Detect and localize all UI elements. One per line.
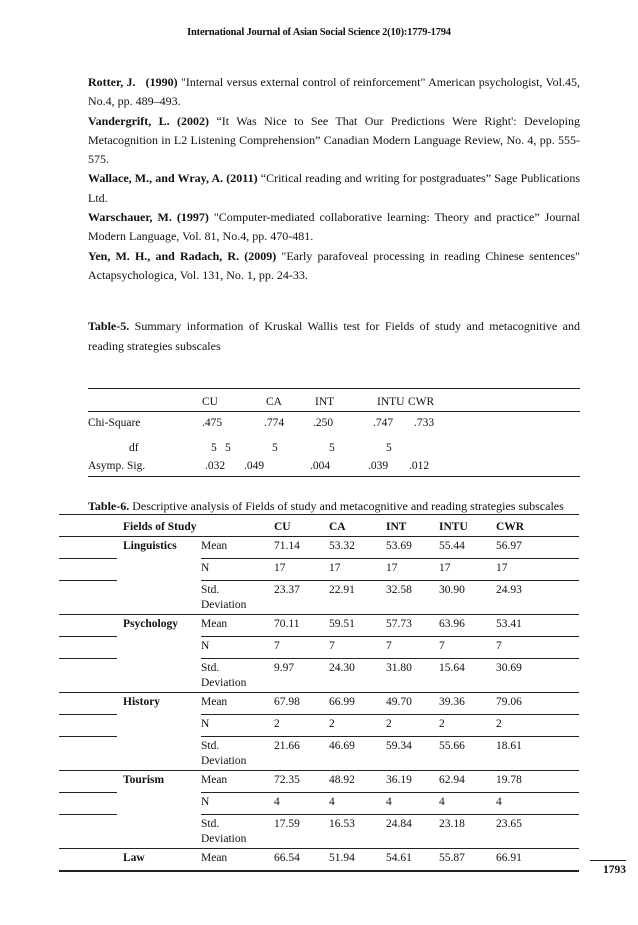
table-rule <box>201 814 579 815</box>
table5-row-label: df <box>129 442 139 454</box>
table-rule <box>59 736 117 737</box>
table6-stat-label: Mean <box>201 852 228 864</box>
table6-stat-label: Mean <box>201 618 228 630</box>
table5-cell: .250 <box>313 417 334 429</box>
table6-cell: 59.51 <box>329 618 355 630</box>
table5-cell: .747 <box>373 417 394 429</box>
table6-cell: 17 <box>496 562 508 574</box>
table6-field-label: Tourism <box>123 774 165 786</box>
table5-cell: .733 <box>414 417 435 429</box>
table5-cell: .475 <box>202 417 223 429</box>
table-rule <box>201 714 579 715</box>
table-rule <box>88 411 580 412</box>
table6-cell: 24.30 <box>329 662 355 674</box>
reference-text: “Critical reading and writing for postgraduates” Sage Publications Ltd. <box>88 171 580 205</box>
table6-cell: 21.66 <box>274 740 300 752</box>
table6-cell: 55.87 <box>439 852 465 864</box>
reference-text: “It Was Nice to See That Our Predictions Were Right': Developing Metacognition in L2 Listening Comprehension” Canadian Modern Language Review, No. 4, pp. 555-575. <box>88 113 580 167</box>
table6-cell: 63.96 <box>439 618 465 630</box>
table-rule <box>59 514 579 515</box>
table6-field-label: Psychology <box>123 618 178 630</box>
table6-col-header: CU <box>274 521 291 533</box>
table6-cell: 46.69 <box>329 740 355 752</box>
table6-cell: 7 <box>386 640 392 652</box>
table-rule <box>59 558 117 559</box>
table-rule <box>201 636 579 637</box>
table5-cell: 5 <box>211 442 217 454</box>
table6-cell: 39.36 <box>439 696 465 708</box>
table6-cell: 55.44 <box>439 540 465 552</box>
table6-cell: 23.37 <box>274 584 300 596</box>
table6-col-header: INT <box>386 521 407 533</box>
table6-cell: 48.92 <box>329 774 355 786</box>
table5-cell: 5 <box>272 442 278 454</box>
table6-cell: 72.35 <box>274 774 300 786</box>
table-rule <box>88 388 580 389</box>
table5-col-header: CA <box>266 396 282 408</box>
table6-cell: 66.54 <box>274 852 300 864</box>
table5-label: Table-5. <box>88 319 130 333</box>
table5-cell: .039 <box>368 460 389 472</box>
table6-stat-label: N <box>201 640 210 652</box>
table6-col-header: CWR <box>496 521 525 533</box>
table6-cell: 54.61 <box>386 852 412 864</box>
references-list <box>88 73 580 285</box>
reference-item <box>88 208 580 247</box>
table6-col-header: CA <box>329 521 346 533</box>
table-rule <box>59 636 117 637</box>
table5-caption <box>88 317 580 356</box>
table6-cell: 18.61 <box>496 740 522 752</box>
table6-cell: 30.69 <box>496 662 522 674</box>
table6-cell: 15.64 <box>439 662 465 674</box>
table6-field-label: Law <box>123 852 145 864</box>
table-rule <box>59 792 117 793</box>
table-rule <box>201 792 579 793</box>
table5-col-header: INTU <box>377 396 405 408</box>
table6-cell: 17 <box>274 562 286 574</box>
table6-col-header: INTU <box>439 521 468 533</box>
page-number-rule <box>590 860 626 861</box>
table6-cell: 2 <box>329 718 335 730</box>
table6-cell: 4 <box>496 796 502 808</box>
table-rule <box>201 658 579 659</box>
table-rule <box>201 736 579 737</box>
table6-cell: 32.58 <box>386 584 412 596</box>
table6-caption-text: Descriptive analysis of Fields of study and metacognitive and reading strategies subscales <box>129 499 564 513</box>
table6-cell: 7 <box>439 640 445 652</box>
table6-stat-label: N <box>201 718 210 730</box>
table6-cell: 30.90 <box>439 584 465 596</box>
table6-cell: 4 <box>274 796 280 808</box>
reference-year: (2009) <box>244 248 277 263</box>
table5-caption-text: Summary information of Kruskal Wallis test for Fields of study and metacognitive and reading strategies subscales <box>88 319 580 353</box>
table5-cell: .012 <box>409 460 430 472</box>
table5-col-header: INT <box>315 396 335 408</box>
reference-item <box>88 169 580 208</box>
table-rule <box>59 714 117 715</box>
table6-cell: 57.73 <box>386 618 412 630</box>
table-rule <box>59 692 579 693</box>
table6-cell: 71.14 <box>274 540 300 552</box>
table6-cell: 79.06 <box>496 696 522 708</box>
table5-row <box>88 442 580 462</box>
table6-stat-label: Mean <box>201 540 228 552</box>
table6-cell: 23.65 <box>496 818 522 830</box>
table-rule <box>59 770 579 771</box>
table6-cell: 51.94 <box>329 852 355 864</box>
table5-cell: .032 <box>205 460 226 472</box>
table-rule <box>59 580 117 581</box>
table5-row-label: Asymp. Sig. <box>88 460 146 472</box>
table6-cell: 4 <box>386 796 392 808</box>
table6-cell: 53.41 <box>496 618 522 630</box>
table6-field-label: History <box>123 696 161 708</box>
table-rule <box>59 848 579 849</box>
table5-row <box>88 460 580 480</box>
table6-cell: 70.11 <box>274 618 300 630</box>
reference-item <box>88 112 580 170</box>
table6-cell: 36.19 <box>386 774 412 786</box>
table6-stat-label: Std. Deviation <box>201 662 247 689</box>
table6-cell: 9.97 <box>274 662 295 674</box>
table6-cell: 56.97 <box>496 540 522 552</box>
table6-stat-label: Mean <box>201 696 228 708</box>
table5-row-label: Chi-Square <box>88 417 141 429</box>
page-number: 1793 <box>603 864 626 876</box>
table6-caption <box>88 499 588 514</box>
table6-cell: 24.84 <box>386 818 412 830</box>
table5-cell: .049 <box>244 460 265 472</box>
table6-cell: 66.99 <box>329 696 355 708</box>
table6-cell: 4 <box>439 796 445 808</box>
table6-stat-label: Std. Deviation <box>201 818 247 845</box>
table6-cell: 17.59 <box>274 818 300 830</box>
reference-year: (1990) <box>145 75 178 89</box>
table6-cell: 2 <box>496 718 502 730</box>
table6-cell: 53.69 <box>386 540 412 552</box>
table5-cell: .004 <box>310 460 331 472</box>
reference-text: "Early parafoveal processing in reading Chinese sentences" Actapsychologica, Vol. 131, No. 1, pp. 24-33. <box>88 248 581 282</box>
table6-cell: 7 <box>496 640 502 652</box>
table-rule <box>59 658 117 659</box>
table6-stat-label: N <box>201 796 210 808</box>
table6-cell: 67.98 <box>274 696 300 708</box>
reference-year: (2011) <box>226 171 258 186</box>
table6-cell: 4 <box>329 796 335 808</box>
table6-stat-label: Mean <box>201 774 228 786</box>
table6-cell: 19.78 <box>496 774 522 786</box>
table6-stat-label: Std. Deviation <box>201 740 247 767</box>
table5-header-row <box>88 396 580 416</box>
table6-cell: 7 <box>274 640 280 652</box>
table-rule <box>59 870 579 872</box>
journal-header: International Journal of Asian Social Science 2(10):1779-1794 <box>187 27 451 38</box>
reference-item <box>88 247 580 286</box>
table6-cell: 53.32 <box>329 540 355 552</box>
reference-author: Wallace, M., and Wray, A. <box>88 171 224 186</box>
table6-cell: 55.66 <box>439 740 465 752</box>
table6-cell: 17 <box>439 562 451 574</box>
table6-cell: 62.94 <box>439 774 465 786</box>
table-rule <box>59 614 579 615</box>
reference-author: Vandergrift, L. <box>88 113 170 128</box>
table5-cell: 5 <box>386 442 392 454</box>
table6-cell: 66.91 <box>496 852 522 864</box>
reference-text: "Internal versus external control of reinforcement" American psychologist, Vol.45, No.4, pp. 489–493. <box>88 75 580 109</box>
table-rule <box>59 536 579 537</box>
table6-cell: 59.34 <box>386 740 412 752</box>
table6-stat-label: N <box>201 562 210 574</box>
table6-cell: 49.70 <box>386 696 412 708</box>
table5-col-header: CU <box>202 396 218 408</box>
table-rule <box>59 814 117 815</box>
reference-author: Yen, M. H., and Radach, R. <box>88 248 240 263</box>
table6-cell: 2 <box>386 718 392 730</box>
table6-field-label: Linguistics <box>123 540 177 552</box>
table6-cell: 24.93 <box>496 584 522 596</box>
table6-cell: 16.53 <box>329 818 355 830</box>
reference-author: Rotter, J. <box>88 75 136 89</box>
table-rule <box>201 580 579 581</box>
table6-cell: 22.91 <box>329 584 355 596</box>
table-rule <box>88 476 580 477</box>
table-rule <box>201 558 579 559</box>
table6-cell: 31.80 <box>386 662 412 674</box>
reference-year: (2002) <box>177 113 210 128</box>
table5-col-header: CWR <box>408 396 435 408</box>
table5-row <box>88 417 580 437</box>
table6-cell: 23.18 <box>439 818 465 830</box>
table6-cell: 17 <box>329 562 341 574</box>
table6-cell: 2 <box>439 718 445 730</box>
reference-text: "Computer-mediated collaborative learning: Theory and practice” Journal Modern Language, Vol. 81, No.4, pp. 470-481. <box>88 210 581 244</box>
reference-author: Warschauer, M. <box>88 210 172 225</box>
table6-label: Table-6. <box>88 499 130 513</box>
table6-cell: 2 <box>274 718 280 730</box>
reference-item <box>88 73 580 112</box>
table6-stat-label: Std. Deviation <box>201 584 247 611</box>
table6-cell: 7 <box>329 640 335 652</box>
table5-cell: 5 <box>329 442 335 454</box>
table5-cell: 5 <box>225 442 231 454</box>
reference-year: (1997) <box>176 210 209 225</box>
table6-cell: 17 <box>386 562 398 574</box>
table5-cell: .774 <box>264 417 285 429</box>
table6-col-header: Fields of Study <box>123 521 197 533</box>
